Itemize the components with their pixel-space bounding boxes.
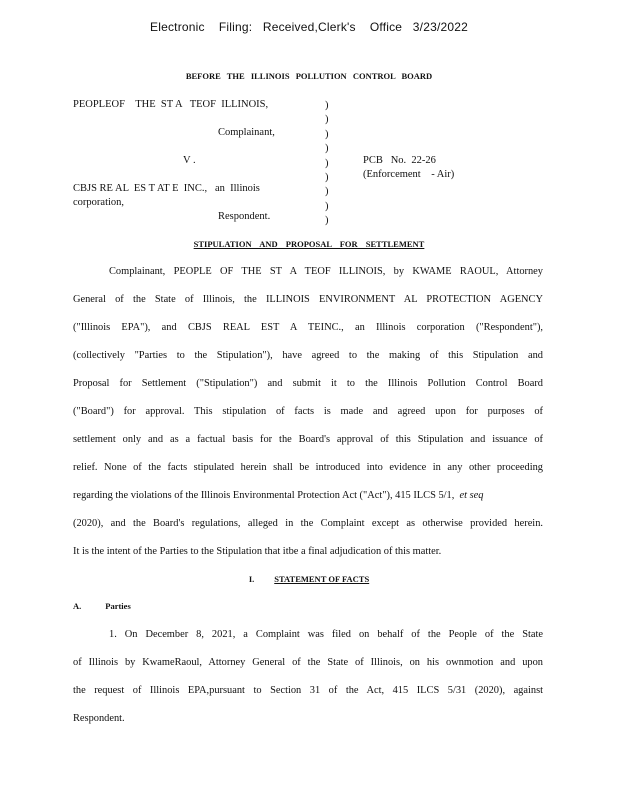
caption-paren: ) xyxy=(325,114,329,126)
intro-line: settlement only and as a factual basis for the Board's approval of this Stipulation and issuance of xyxy=(73,434,543,445)
versus-label: V . xyxy=(183,155,196,166)
caption-paren: ) xyxy=(325,128,329,140)
intro-line: (2020), and the Board's regulations, alleged in the Complaint except as otherwise provided herein. xyxy=(73,518,543,529)
paragraph-line: of Illinois by KwameRaoul, Attorney General of the State of Illinois, on his ownmotion and upon xyxy=(73,657,543,668)
caption-paren: ) xyxy=(325,172,329,184)
intro-line: ("Board") for approval. This stipulation of facts is made and agreed upon for purposes of xyxy=(73,406,543,417)
subsection-letter: A. xyxy=(73,601,82,611)
intro-italic-citation: et seq xyxy=(459,490,484,501)
caption-parentheses xyxy=(325,99,329,229)
intro-line: It is the intent of the Parties to the Stipulation that itbe a final adjudication of this matter. xyxy=(73,546,442,557)
case-number: PCB No. 22-26 xyxy=(363,155,436,166)
subsection-title: Parties xyxy=(105,601,131,611)
intro-line: relief. None of the facts stipulated herein shall be introduced into evidence in any other proceeding xyxy=(73,462,543,473)
caption-paren: ) xyxy=(325,186,329,198)
caption-paren: ) xyxy=(325,143,329,155)
defendant-entity-type: corporation, xyxy=(73,197,125,208)
paragraph-line: 1. On December 8, 2021, a Complaint was filed on behalf of the People of the State xyxy=(109,629,543,640)
intro-line: Proposal for Settlement ("Stipulation") and submit it to the Illinois Pollution Control Board xyxy=(73,378,543,389)
section-number: I. xyxy=(248,574,255,584)
intro-line: General of the State of Illinois, the ILLINOIS ENVIRONMENT AL PROTECTION AGENCY xyxy=(73,294,543,305)
paragraph-line: the request of Illinois EPA,pursuant to Section 31 of the Act, 415 ILCS 5/31 (2020), against xyxy=(73,685,543,696)
subsection-heading xyxy=(73,601,131,611)
intro-line: ("Illinois EPA"), and CBJS REAL EST A TEINC., an Illinois corporation ("Respondent"), xyxy=(73,322,543,333)
board-name: BEFORE THE ILLINOIS POLLUTION CONTROL BOARD xyxy=(185,71,433,81)
case-type: (Enforcement - Air) xyxy=(363,169,455,180)
filing-stamp: Electronic Filing: Received,Clerk's Office 3/23/2022 xyxy=(150,20,468,34)
plaintiff-name: PEOPLEOF THE ST A TEOF ILLINOIS, xyxy=(73,99,269,110)
caption-paren: ) xyxy=(325,215,329,227)
section-title: STATEMENT OF FACTS xyxy=(274,574,370,584)
plaintiff-role: Complainant, xyxy=(218,127,275,138)
caption-paren: ) xyxy=(325,200,329,212)
document-title: STIPULATION AND PROPOSAL FOR SETTLEMENT xyxy=(193,239,425,249)
paragraph-line: Respondent. xyxy=(73,713,125,724)
section-heading xyxy=(0,574,618,584)
defendant-name: CBJS RE AL ES T AT E INC., an Illinois xyxy=(73,183,260,194)
intro-line xyxy=(73,482,513,510)
intro-line: Complainant, PEOPLE OF THE ST A TEOF ILLINOIS, by KWAME RAOUL, Attorney xyxy=(109,266,543,277)
intro-line-text: regarding the violations of the Illinois Environmental Protection Act ("Act"), 415 ILCS 5/1, xyxy=(73,490,455,501)
defendant-role: Respondent. xyxy=(218,211,271,222)
caption-paren: ) xyxy=(325,100,329,111)
caption-paren: ) xyxy=(325,157,329,169)
intro-line: (collectively "Parties to the Stipulation"), have agreed to the making of this Stipulation and xyxy=(73,350,543,361)
